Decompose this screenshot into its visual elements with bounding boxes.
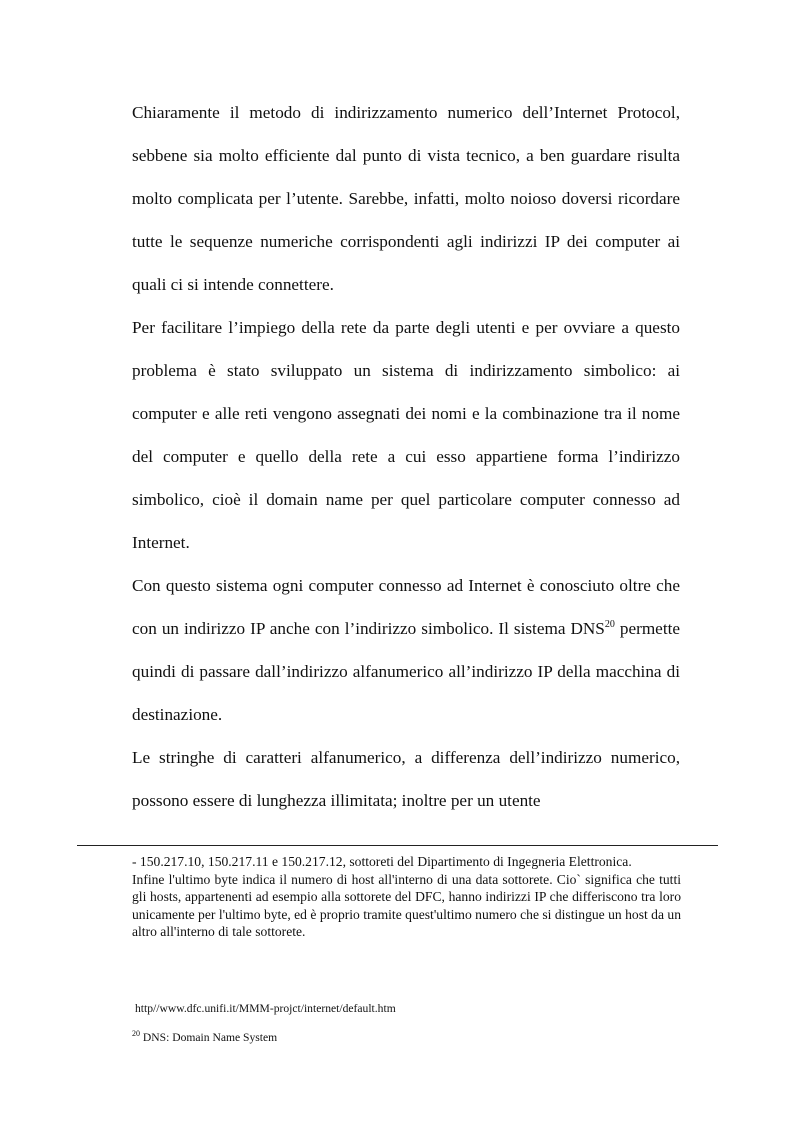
paragraph-3-start: Con questo sistema ogni computer connesso ad Internet è conosciuto oltre che con un indirizzo IP anche con l’indirizzo simbolico. Il sistema DNS (132, 576, 680, 638)
paragraph-2: Per facilitare l’impiego della rete da parte degli utenti e per ovviare a questo problema è stato sviluppato un sistema di indirizzamento simbolico: ai computer e alle reti vengono assegnati dei nomi e la combinazione tra il nome del computer e quello della rete a cui esso appartiene forma l’indirizzo simbolico, cioè il domain name per quel particolare computer connesso ad Internet. (132, 318, 680, 552)
footnote-20-number: 20 (132, 1029, 140, 1038)
footnote-ref-20[interactable]: 20 (604, 619, 615, 630)
footnote-20-text: DNS: Domain Name System (140, 1031, 278, 1044)
body-text (132, 91, 680, 822)
paragraph-3 (132, 564, 680, 736)
paragraph-3-end: permette quindi di passare dall’indirizzo alfanumerico all’indirizzo IP della macchina di destinazione. (132, 619, 680, 724)
footnote-continued-line-1: - 150.217.10, 150.217.11 e 150.217.12, sottoreti del Dipartimento di Ingegneria Elettronica. (132, 854, 632, 869)
footnotes-continued (132, 853, 681, 941)
footnote-continued-line-2: Infine l'ultimo byte indica il numero di host all'interno di una data sottorete. Cio` significa che tutti gli hosts, appartenenti ad esempio alla sottorete del DFC, hanno indirizzi IP che differiscono tra loro unicamente per l'ultimo byte, ed è proprio tramite quest'ultimo numero che si distingue un host da un altro all'interno di tale sottorete. (132, 871, 681, 939)
paragraph-1: Chiaramente il metodo di indirizzamento numerico dell’Internet Protocol, sebbene sia molto efficiente dal punto di vista tecnico, a ben guardare risulta molto complicata per l’utente. Sarebbe, infatti, molto noioso doversi ricordare tutte le sequenze numeriche corrispondenti agli indirizzi IP dei computer ai quali ci si intende connettere. (132, 103, 680, 294)
paragraph-4: Le stringhe di caratteri alfanumerico, a differenza dell’indirizzo numerico, possono essere di lunghezza illimitata; inoltre per un utente (132, 748, 680, 810)
footnote-url[interactable]: http//www.dfc.unifi.it/MMM-projct/internet/default.htm (135, 1002, 396, 1015)
footnote-separator (77, 845, 718, 846)
footnote-20 (132, 1031, 277, 1045)
